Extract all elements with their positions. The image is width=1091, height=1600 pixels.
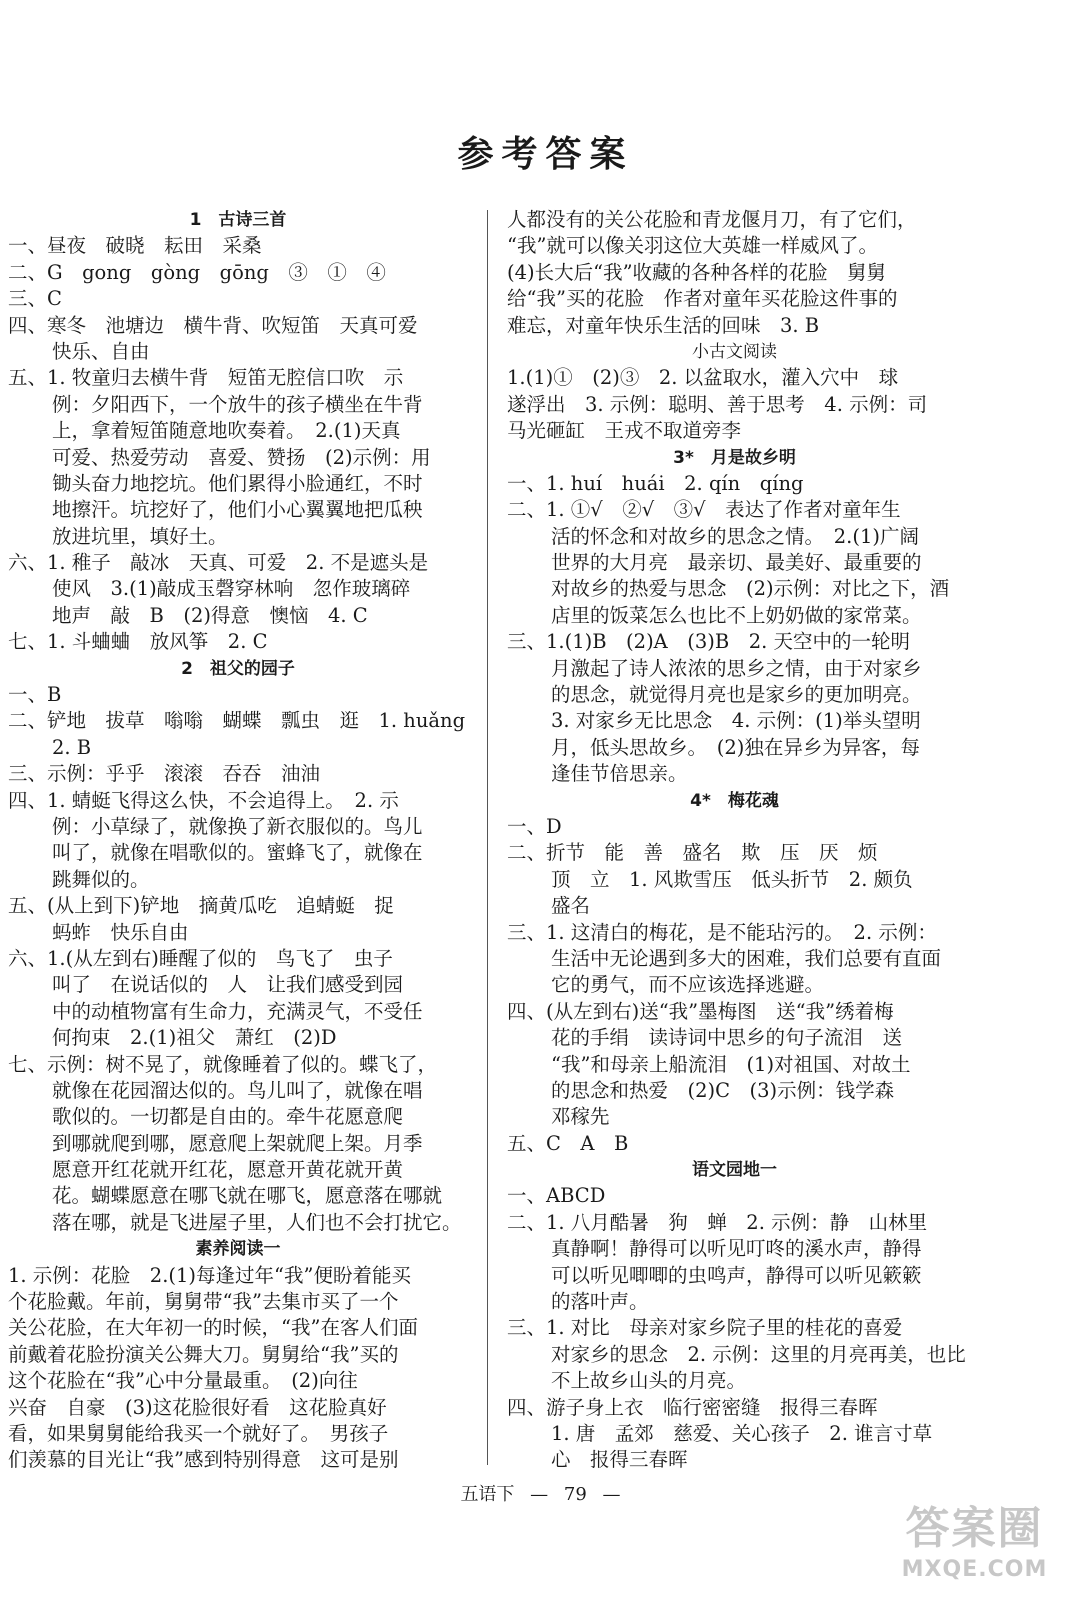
answer-line: 六、1.(从左到右)睡醒了似的 鸟飞了 虫子 (8, 946, 393, 970)
column-divider (487, 210, 488, 1465)
answer-line: 不上故乡山头的月亮。 (551, 1369, 747, 1393)
answer-line: 放进坑里，填好土。 (52, 524, 228, 548)
answer-line: 一、昼夜 破晓 耘田 采桑 (8, 234, 262, 258)
footer-dash-left: — (530, 1484, 549, 1505)
section-heading: 3* 月是故乡明 (673, 447, 796, 468)
answer-line: 三、示例：乎乎 滚滚 吞吞 油油 (8, 762, 321, 786)
watermark-text: 答案圈 (905, 1503, 1044, 1554)
answer-line: 中的动植物富有生命力，充满灵气，不受任 (52, 999, 423, 1023)
answer-line: 难忘，对童年快乐生活的回味 3. B (507, 313, 820, 337)
answer-line: 前戴着花脸扮演关公舞大刀。舅舅给“我”买的 (8, 1342, 399, 1366)
answer-line: 一、ABCD (507, 1184, 606, 1208)
answer-line: 七、1. 斗蛐蛐 放风筝 2. C (8, 630, 268, 654)
answer-line: 就像在花园溜达似的。鸟儿叫了，就像在唱 (52, 1078, 423, 1102)
answer-line: 叫了，就像在唱歌似的。蜜蜂飞了，就像在 (52, 841, 423, 865)
answer-line: 遂浮出 3. 示例：聪明、善于思考 4. 示例：司 (507, 392, 928, 416)
answer-line: 蚂蚱 快乐自由 (52, 920, 189, 944)
answer-line: 落在哪，就是飞进屋子里，人们也不会打扰它。 (52, 1210, 462, 1234)
answer-line: 们羡慕的目光让“我”感到特别得意 这可是别 (8, 1448, 399, 1472)
answer-line: 三、1.(1)B (2)A (3)B 2. 天空中的一轮明 (507, 630, 911, 654)
answer-line: 二、折节 能 善 盛名 欺 压 厌 烦 (507, 841, 878, 865)
answer-line: 花。蝴蝶愿意在哪飞就在哪飞，愿意落在哪就 (52, 1184, 443, 1208)
answer-line: 四、(从左到右)送“我”墨梅图 送“我”绣着梅 (507, 999, 894, 1023)
answer-line: 2. B (52, 735, 92, 759)
answer-line: 一、1. huí huái 2. qín qíng (507, 471, 804, 495)
answer-line: 七、示例：树不晃了，就像睡着了似的。蝶飞了， (8, 1052, 438, 1076)
answer-line: 1. 示例：花脸 2.(1)每逢过年“我”便盼着能买 (8, 1263, 411, 1287)
answer-line: 一、B (8, 683, 62, 707)
answer-line: 快乐、自由 (52, 339, 150, 363)
answer-line: 人都没有的关公花脸和青龙偃月刀，有了它们， (507, 208, 917, 231)
answer-line: 使风 3.(1)敲成玉磬穿林响 忽作玻璃碎 (52, 577, 411, 601)
answer-line: 看，如果舅舅能给我买一个就好了。 男孩子 (8, 1421, 389, 1445)
answer-line: 生活中无论遇到多大的困难，我们总要有直面 (551, 946, 942, 970)
section-heading: 小古文阅读 (692, 341, 777, 362)
answer-line: 月，低头思故乡。 (2)独在异乡为异客，每 (551, 735, 920, 759)
answer-line: 二、G gong gòng gōng ③ ① ④ (8, 260, 386, 284)
answer-line: 二、铲地 拔草 嗡嗡 蝴蝶 瓢虫 逛 1. huǎng (8, 709, 466, 733)
answer-line: 对家乡的思念 2. 示例：这里的月亮再美，也比 (551, 1342, 966, 1366)
answer-line: 盛名 (551, 894, 591, 918)
answer-line: 个花脸戴。年前，舅舅带“我”去集市买了一个 (8, 1290, 399, 1314)
answer-line: 可爱、热爱劳动 喜爱、赞扬 (2)示例：用 (52, 445, 431, 469)
answer-line: 的落叶声。 (551, 1290, 649, 1314)
answer-line: 愿意开红花就开红花，愿意开黄花就开黄 (52, 1158, 404, 1182)
answer-line: 活的怀念和对故乡的思念之情。 2.(1)广阔 (551, 524, 919, 548)
footer-label: 五语下 (460, 1484, 515, 1505)
answer-line: 一、D (507, 814, 562, 838)
answer-line: 世界的大月亮 最亲切、最美好、最重要的 (551, 551, 922, 575)
section-heading: 素养阅读一 (195, 1239, 281, 1260)
answer-line: 锄头奋力地挖坑。他们累得小脸通红，不时 (52, 471, 423, 495)
answer-line: 花的手绢 读诗词中思乡的句子流泪 送 (551, 1026, 903, 1050)
answer-line: 三、1. 对比 母亲对家乡院子里的桂花的喜爱 (507, 1316, 903, 1340)
answer-line: 3. 对家乡无比思念 4. 示例：(1)举头望明 (551, 709, 921, 733)
answer-line: 马光砸缸 王戎不取道旁李 (507, 419, 742, 443)
section-heading: 2 祖父的园子 (181, 658, 295, 679)
answer-line: 二、1. ①√ ②√ ③√ 表达了作者对童年生 (507, 498, 901, 522)
answer-line: 兴奋 自豪 (3)这花脸很好看 这花脸真好 (8, 1395, 387, 1419)
answer-line: 叫了 在说话似的 人 让我们感受到园 (52, 973, 404, 997)
answer-line: 地擦汗。坑挖好了，他们小心翼翼地把瓜秧 (52, 498, 423, 522)
answer-line: 跳舞似的。 (52, 867, 150, 891)
answer-line: 歌似的。一切都是自由的。牵牛花愿意爬 (52, 1105, 404, 1129)
answer-line: 给“我”买的花脸 作者对童年买花脸这件事的 (507, 287, 898, 311)
footer-dash-right: — (602, 1484, 621, 1505)
section-heading: 语文园地一 (692, 1160, 777, 1181)
answer-line: 月激起了诗人浓浓的思乡之情，由于对家乡 (551, 656, 922, 680)
answer-line: 四、游子身上衣 临行密密缝 报得三春晖 (507, 1395, 878, 1419)
answer-line: 可以听见唧唧的虫鸣声，静得可以听见簌簌 (551, 1263, 922, 1287)
page-title: 参考答案 (457, 134, 634, 175)
answer-line: 二、1. 八月酷暑 狗 蝉 2. 示例：静 山林里 (507, 1210, 928, 1234)
answer-line: 1. 唐 孟郊 慈爱、关心孩子 2. 谁言寸草 (551, 1421, 933, 1445)
answer-line: 店里的饭菜怎么也比不上奶奶做的家常菜。 (551, 603, 922, 627)
answer-line: “我”和母亲上船流泪 (1)对祖国、对故土 (551, 1052, 911, 1076)
answer-line: 它的勇气，而不应该选择逃避。 (551, 973, 825, 997)
watermark-url: MXQE.COM (901, 1557, 1048, 1582)
answer-line: 1.(1)① (2)③ 2. 以盆取水，灌入穴中 球 (507, 366, 899, 390)
answer-line: 三、1. 这清白的梅花，是不能玷污的。 2. 示例： (507, 920, 937, 944)
left-column (8, 207, 468, 1474)
answer-line: 地声 敲 B (2)得意 懊恼 4. C (52, 603, 368, 627)
answer-line: 这个花脸在“我”心中分量最重。 (2)向往 (8, 1369, 358, 1393)
answer-line: 逢佳节倍思亲。 (551, 762, 688, 786)
answer-line: 例：小草绿了，就像换了新衣服似的。鸟儿 (52, 814, 423, 838)
answer-line: 心 报得三春晖 (551, 1448, 688, 1472)
answer-line: 三、C (8, 287, 62, 311)
answer-line: 五、C A B (507, 1131, 629, 1155)
answer-line: 的思念，就觉得月亮也是家乡的更加明亮。 (551, 683, 922, 707)
page-number: 79 (563, 1484, 587, 1505)
answer-line: 真静啊！静得可以听见叮咚的溪水声，静得 (551, 1237, 922, 1261)
answer-line: 四、1. 蜻蜓飞得这么快，不会追得上。 2. 示 (8, 788, 399, 812)
watermark-logo (872, 1502, 1077, 1592)
answer-line: 五、1. 牧童归去横牛背 短笛无腔信口吹 示 (8, 366, 404, 390)
right-column (507, 207, 966, 1474)
section-heading: 1 古诗三首 (189, 210, 287, 230)
answer-line: 上，拿着短笛随意地吹奏着。 2.(1)天真 (52, 419, 401, 443)
section-heading: 4* 梅花魂 (690, 790, 779, 811)
answer-line: “我”就可以像关羽这位大英雄一样威风了。 (507, 234, 878, 258)
answer-line: 顶 立 1. 风欺雪压 低头折节 2. 颇负 (551, 867, 913, 891)
answer-line: 到哪就爬到哪，愿意爬上架就爬上架。月季 (52, 1131, 423, 1155)
answer-line: 关公花脸，在大年初一的时候，“我”在客人们面 (8, 1316, 418, 1340)
answer-line: 五、(从上到下)铲地 摘黄瓜吃 追蜻蜓 捉 (8, 894, 394, 918)
answer-line: 的思念和热爱 (2)C (3)示例：钱学森 (551, 1078, 895, 1102)
answer-line: 何拘束 2.(1)祖父 萧红 (2)D (52, 1026, 337, 1050)
answer-line: 邓稼先 (551, 1105, 610, 1129)
answer-line: 对故乡的热爱与思念 (2)示例：对比之下，酒 (551, 577, 950, 601)
answer-line: 六、1. 稚子 敲冰 天真、可爱 2. 不是遮头是 (8, 551, 429, 575)
answer-line: 例：夕阳西下，一个放牛的孩子横坐在牛背 (52, 392, 423, 416)
answer-line: 四、寒冬 池塘边 横牛背、吹短笛 天真可爱 (8, 313, 418, 337)
answer-line: (4)长大后“我”收藏的各种各样的花脸 舅舅 (507, 260, 887, 284)
